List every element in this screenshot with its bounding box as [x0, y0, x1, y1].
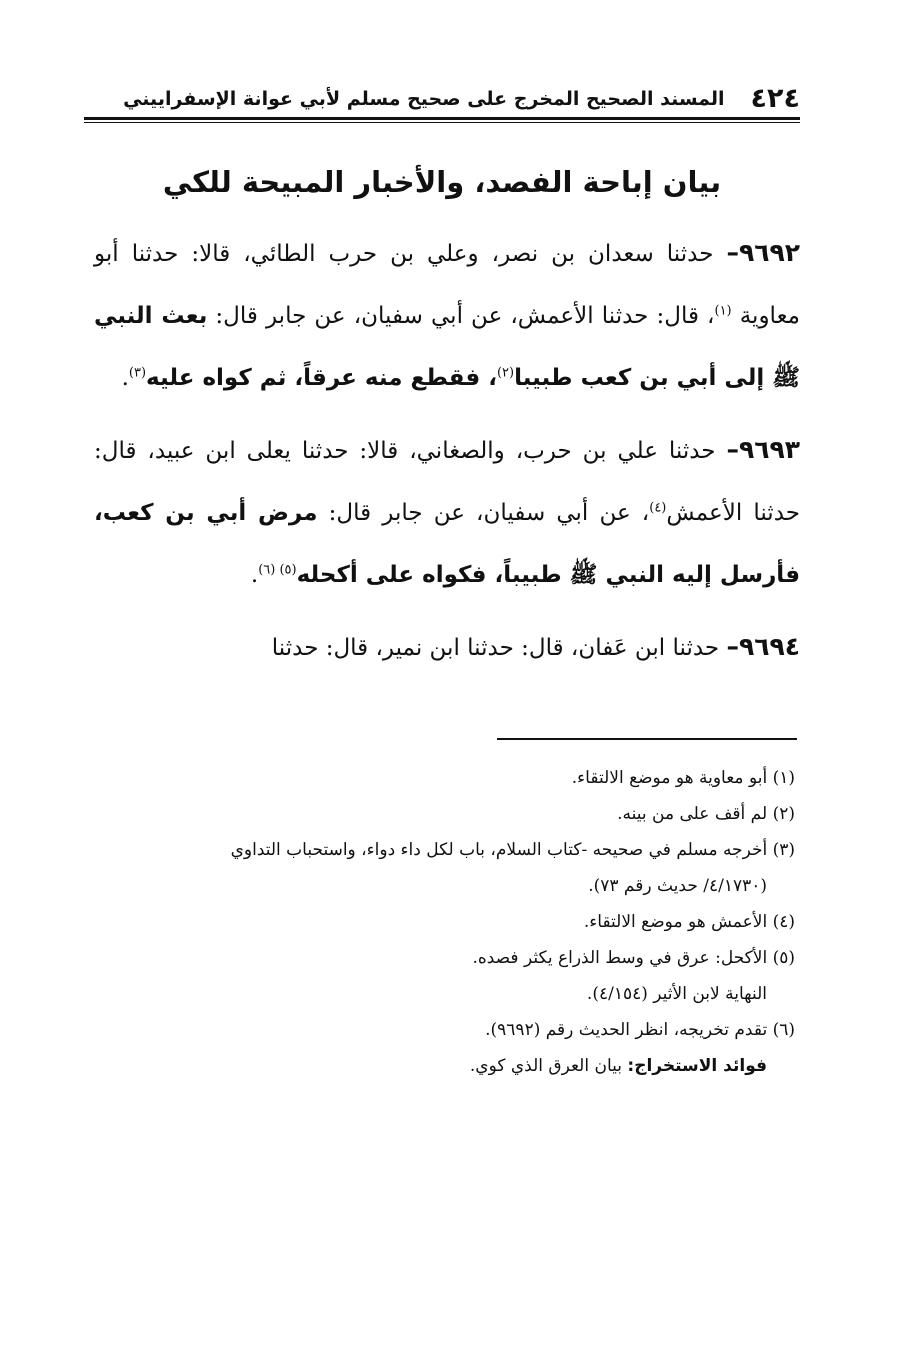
hadith-9694 [94, 616, 800, 679]
hadith-9693 [94, 419, 800, 606]
footnote-5: (٥) الأكحل: عرق في وسط الذراع يكثر فصده. [472, 948, 795, 968]
hadith-matn: بعث النبي ﷺ إلى أبي بن كعب طبيبا [94, 303, 800, 391]
footnote-ref[interactable]: (٣) [128, 365, 147, 381]
benefits-note [83, 1048, 795, 1084]
running-title: المسند الصحيح المخرج على صحيح مسلم لأبي عوانة الإسفراييني [123, 88, 725, 110]
page-number: ٤٢٤ [750, 83, 800, 114]
footnote-1: (١) أبو معاوية هو موضع الالتقاء. [571, 768, 795, 788]
header-rule-thin [84, 122, 800, 123]
hadith-isnad: ، عن أبي سفيان، عن جابر قال: [317, 500, 650, 526]
footnote-ref[interactable]: (٤) [649, 500, 667, 516]
footnote-5-continuation: النهاية لابن الأثير (٤/١٥٤). [586, 984, 767, 1004]
footnote-4: (٤) الأعمش هو موضع الالتقاء. [583, 912, 795, 932]
hadith-9692 [94, 222, 800, 409]
hadith-end: . [250, 562, 259, 588]
footnote-ref[interactable]: (١) [714, 303, 732, 319]
page-header [84, 84, 800, 114]
footnote-ref[interactable]: (٢) [496, 365, 515, 381]
hadith-end: . [121, 365, 129, 391]
hadith-matn: مرض أبي بن كعب، فأرسل إليه النبي ﷺ طبيباً، فكواه على أكحله [94, 500, 800, 588]
footnote-2: (٢) لم أقف على من بينه. [617, 804, 795, 824]
benefits-text: بيان العرق الذي كوي. [469, 1056, 628, 1076]
footnote-3: (٣) أخرجه مسلم في صحيحه -كتاب السلام، باب لكل داء دواء، واستحباب التداوي [230, 840, 795, 860]
footnote-ref[interactable]: (٥) (٦) [258, 562, 297, 578]
hadith-number: ٩٦٩٤– [726, 632, 800, 661]
footnote-3-continuation: (٤/١٧٣٠/ حديث رقم ٧٣). [588, 876, 767, 896]
hadith-body [94, 222, 800, 689]
hadith-isnad: حدثنا ابن عَفان، قال: حدثنا ابن نمير، قال: حدثنا [271, 635, 727, 661]
hadith-number: ٩٦٩٣– [726, 435, 800, 464]
hadith-isnad: ، قال: حدثنا الأعمش، عن أبي سفيان، عن جابر قال: [207, 303, 715, 329]
hadith-matn: ، فقطع منه عرقاً، ثم كواه عليه [146, 365, 497, 391]
footnote-separator [497, 738, 797, 740]
hadith-isnad: حدثنا علي بن حرب، والصغاني، قالا: حدثنا يعلى ابن عبيد، قال: حدثنا الأعمش [94, 438, 800, 526]
hadith-number: ٩٦٩٢– [726, 238, 800, 267]
footnotes [83, 760, 795, 1084]
header-rule-thick [84, 117, 800, 120]
hadith-isnad: حدثنا سعدان بن نصر، وعلي بن حرب الطائي، قالا: حدثنا أبو معاوية [94, 241, 800, 329]
footnote-6: (٦) تقدم تخريجه، انظر الحديث رقم (٩٦٩٢). [485, 1020, 795, 1040]
benefits-label: فوائد الاستخراج: [627, 1056, 767, 1076]
chapter-title: بيان إباحة الفصد، والأخبار المبيحة للكي [162, 165, 722, 199]
